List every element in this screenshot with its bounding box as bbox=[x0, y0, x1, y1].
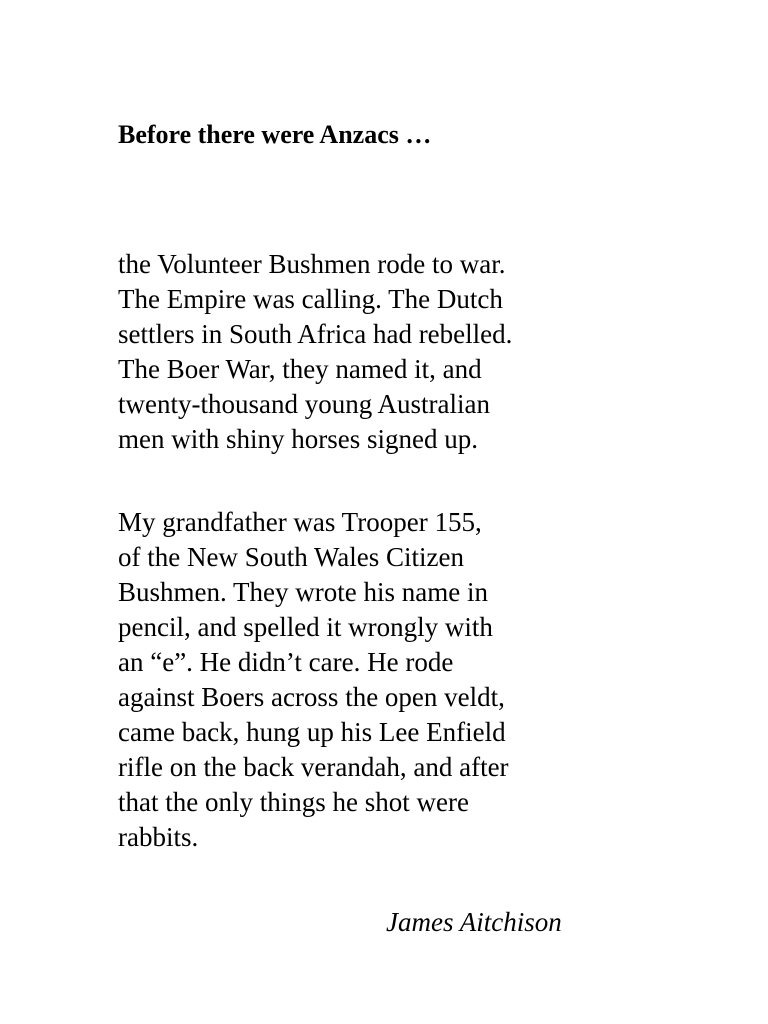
poem-line: My grandfather was Trooper 155, bbox=[118, 507, 482, 537]
poem-line: of the New South Wales Citizen bbox=[118, 542, 465, 572]
poem-line: the Volunteer Bushmen rode to war. bbox=[118, 249, 506, 279]
poem-line: against Boers across the open veldt, bbox=[118, 682, 505, 712]
poem-line: rabbits. bbox=[118, 822, 199, 852]
stanza-2 bbox=[118, 505, 509, 855]
author-signature: James Aitchison bbox=[386, 907, 562, 937]
stanza-1 bbox=[118, 247, 512, 457]
poem-line: The Empire was calling. The Dutch bbox=[118, 284, 503, 314]
poem-line: pencil, and spelled it wrongly with bbox=[118, 612, 493, 642]
poem-line: men with shiny horses signed up. bbox=[118, 424, 478, 454]
poem-line: an “e”. He didn’t care. He rode bbox=[118, 647, 454, 677]
poem-line: rifle on the back verandah, and after bbox=[118, 752, 509, 782]
poem-line: that the only things he shot were bbox=[118, 787, 469, 817]
poem-title: Before there were Anzacs … bbox=[118, 120, 432, 149]
poem-line: The Boer War, they named it, and bbox=[118, 354, 482, 384]
poem-line: settlers in South Africa had rebelled. bbox=[118, 319, 513, 349]
poem-line: twenty-thousand young Australian bbox=[118, 389, 490, 419]
poem-line: Bushmen. They wrote his name in bbox=[118, 577, 488, 607]
poem-line: came back, hung up his Lee Enfield bbox=[118, 717, 506, 747]
